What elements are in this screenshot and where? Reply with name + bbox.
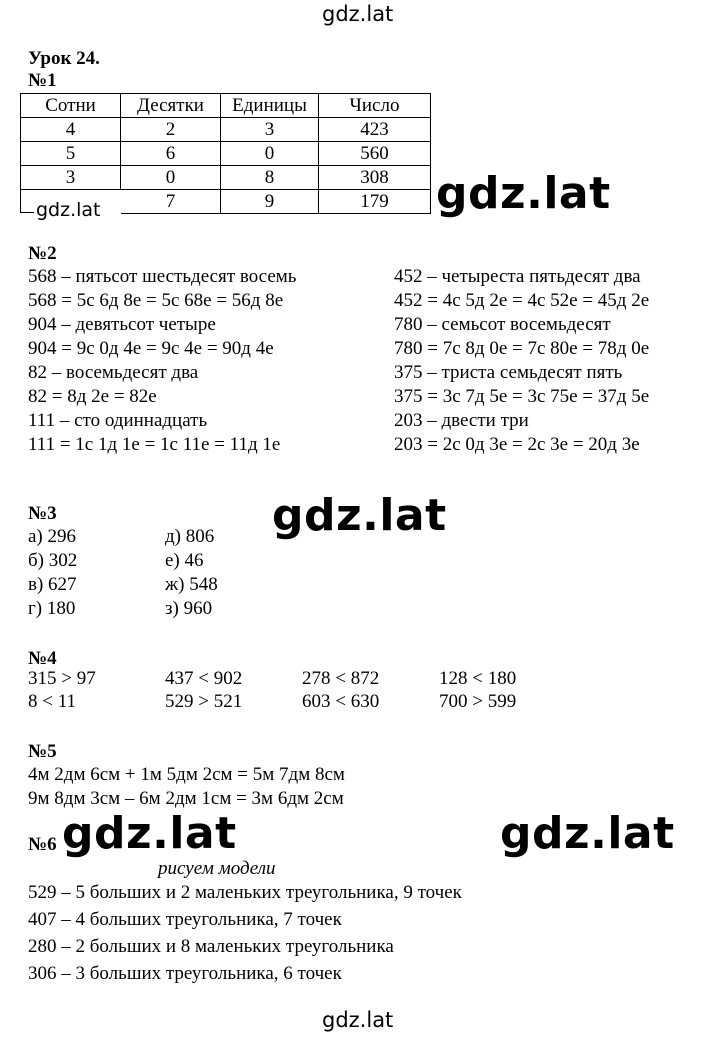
task2-line: 780 – семьсот восемьдесят (394, 314, 611, 335)
cell-hundreds: 4 (21, 118, 121, 142)
task2-line: 82 – восемьдесят два (28, 362, 199, 383)
watermark-table-right: gdz.lat (436, 168, 611, 219)
task2-line: 904 – девятьсот четыре (28, 314, 216, 335)
task5-lines (28, 763, 345, 811)
cell-units: 9 (221, 190, 319, 214)
table-row (21, 118, 431, 142)
task4-label: №4 (28, 648, 57, 669)
task2-line: 375 = 3с 7д 5е = 3с 75е = 37д 5е (394, 386, 650, 407)
cell-tens: 0 (121, 166, 221, 190)
task3-answer: г) 180 (28, 598, 76, 619)
task2-line: 780 = 7с 8д 0е = 7с 80е = 78д 0е (394, 338, 650, 359)
task3-answer: а) 296 (28, 526, 77, 547)
table-row (21, 166, 431, 190)
cell-units: 3 (221, 118, 319, 142)
cell-units: 8 (221, 166, 319, 190)
header-tens: Десятки (121, 94, 221, 118)
watermark-task6-right: gdz.lat (500, 808, 675, 859)
task4-cell: 529 > 521 (165, 691, 243, 712)
cell-number: 308 (319, 166, 431, 190)
task6-line: 280 – 2 больших и 8 маленьких треугольника (28, 936, 394, 957)
lesson-title: Урок 24. (28, 48, 100, 69)
header-hundreds: Сотни (21, 94, 121, 118)
task2-line: 82 = 8д 2е = 82е (28, 386, 157, 407)
watermark-task6-left: gdz.lat (62, 808, 237, 859)
task2-left-column (28, 265, 296, 457)
task6-label: №6 (28, 834, 57, 855)
task2-line: 375 – триста семьдесят пять (394, 362, 623, 383)
task2-line: 203 – двести три (394, 410, 529, 431)
cell-units: 0 (221, 142, 319, 166)
task3-left-column (28, 525, 77, 621)
cell-tens: 7 (121, 190, 221, 214)
task5-equation: 9м 8дм 3см – 6м 2дм 1см = 3м 6дм 2см (28, 788, 344, 809)
table-border-fragment (20, 212, 34, 213)
task6-subtitle: рисуем модели (158, 858, 276, 879)
task3-right-column (165, 525, 218, 621)
task2-line: 111 – сто одиннадцать (28, 410, 208, 431)
task3-answer: б) 302 (28, 550, 78, 571)
task6-line: 529 – 5 больших и 2 маленьких треугольника, 9 точек (28, 882, 462, 903)
task3-answer: д) 806 (165, 526, 215, 547)
header-units: Единицы (221, 94, 319, 118)
cell-tens: 6 (121, 142, 221, 166)
task4-cell: 603 < 630 (302, 691, 380, 712)
task3-answer: е) 46 (165, 550, 204, 571)
cell-number: 423 (319, 118, 431, 142)
cell-number: 179 (319, 190, 431, 214)
task4-cell: 8 < 11 (28, 691, 77, 712)
watermark-table-corner: gdz.lat (36, 199, 101, 221)
task6-lines (28, 881, 462, 989)
header-number: Число (319, 94, 431, 118)
task2-right-column (394, 265, 649, 457)
task3-answer: з) 960 (165, 598, 213, 619)
task2-line: 904 = 9с 0д 4е = 9с 4е = 90д 4е (28, 338, 274, 359)
task4-cell: 278 < 872 (302, 668, 380, 689)
table-row (21, 142, 431, 166)
task4-cell: 437 < 902 (165, 668, 243, 689)
task4-cell: 700 > 599 (439, 691, 517, 712)
task2-line: 452 = 4с 5д 2е = 4с 52е = 45д 2е (394, 290, 650, 311)
table-border-fragment (20, 190, 21, 213)
cell-hundreds: 5 (21, 142, 121, 166)
task2-label: №2 (28, 243, 57, 264)
task1-label: №1 (28, 70, 57, 91)
cell-number: 560 (319, 142, 431, 166)
watermark-bottom: gdz.lat (322, 1008, 394, 1032)
cell-tens: 2 (121, 118, 221, 142)
task5-equation: 4м 2дм 6см + 1м 5дм 2см = 5м 7дм 8см (28, 764, 345, 785)
task2-line: 203 = 2с 0д 3е = 2с 3е = 20д 3е (394, 434, 640, 455)
task2-line: 568 = 5с 6д 8е = 5с 68е = 56д 8е (28, 290, 284, 311)
task3-label: №3 (28, 503, 57, 524)
task3-answer: ж) 548 (165, 574, 218, 595)
task4-cell: 315 > 97 (28, 668, 96, 689)
task2-line: 568 – пятьсот шестьдесят восемь (28, 266, 297, 287)
task2-line: 111 = 1с 1д 1е = 1с 11е = 11д 1е (28, 434, 281, 455)
watermark-top: gdz.lat (322, 2, 394, 26)
task5-label: №5 (28, 741, 57, 762)
task3-answer: в) 627 (28, 574, 77, 595)
table-header-row (21, 94, 431, 118)
task6-line: 306 – 3 больших треугольника, 6 точек (28, 963, 342, 984)
watermark-middle: gdz.lat (272, 490, 447, 541)
task4-cell: 128 < 180 (439, 668, 517, 689)
task2-line: 452 – четыреста пятьдесят два (394, 266, 641, 287)
cell-hundreds: 3 (21, 166, 121, 190)
task6-line: 407 – 4 больших треугольника, 7 точек (28, 909, 342, 930)
